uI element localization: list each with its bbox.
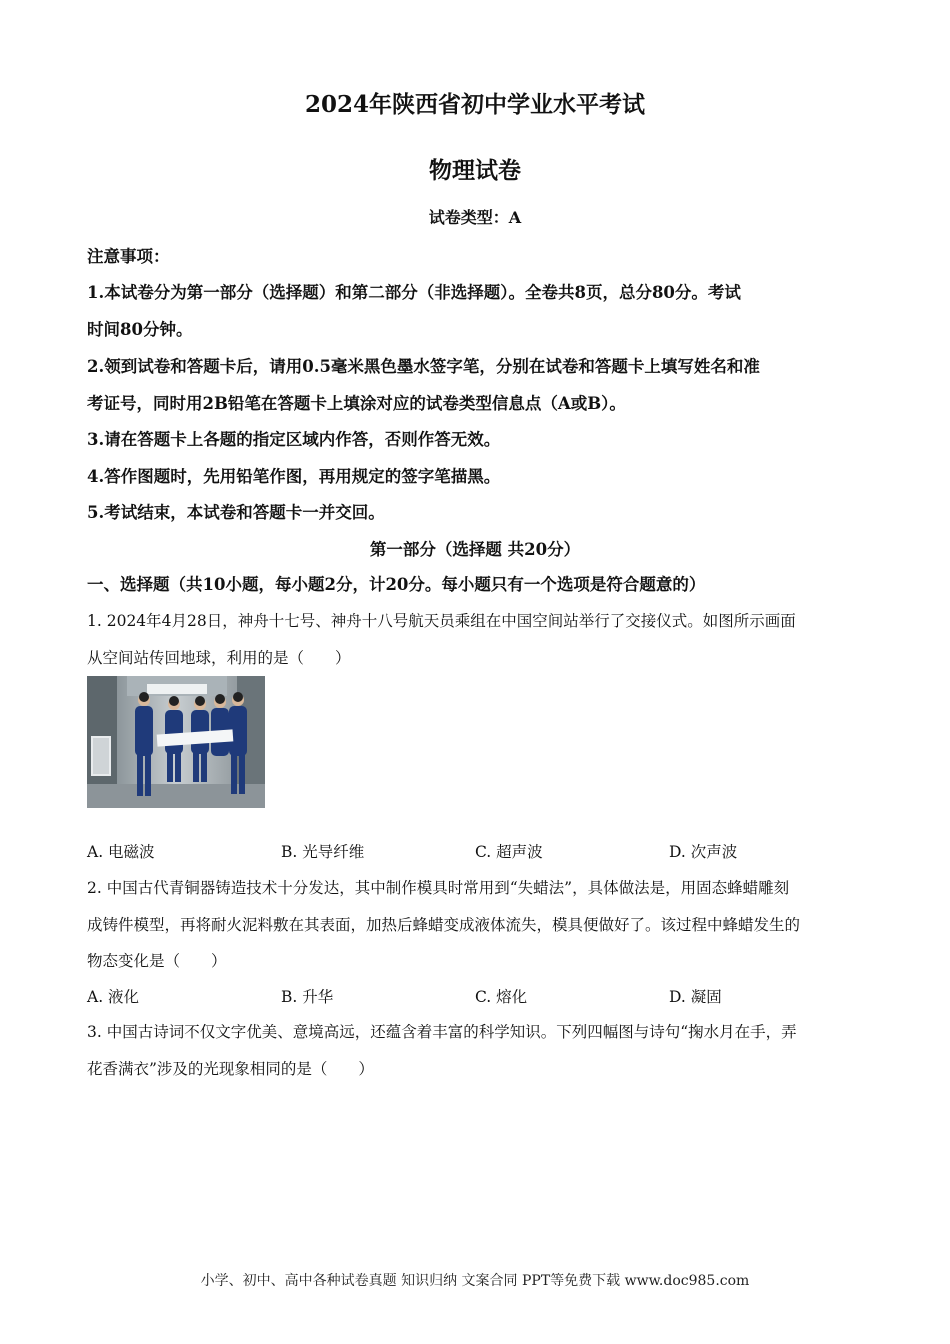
space-station-illustration [87, 676, 265, 808]
q1-option-d: D. 次声波 [669, 843, 738, 861]
question-2-line: 成铸件模型，再将耐火泥料敷在其表面，加热后蜂蜡变成液体流失，模具便做好了。该过程中蜂蜡发生的 [87, 916, 801, 934]
question-1-line: 从空间站传回地球，利用的是（ ） [87, 649, 351, 667]
space-station-photo [87, 676, 265, 808]
q1-option-b: B. 光导纤维 [281, 843, 365, 861]
notice-line: 4.答作图题时，先用铅笔作图，再用规定的签字笔描黑。 [87, 467, 501, 486]
paper-type: 试卷类型：A [428, 208, 522, 227]
notice-heading: 注意事项： [87, 247, 170, 266]
q1-option-a: A. 电磁波 [87, 843, 155, 861]
q2-option-b: B. 升华 [281, 988, 334, 1006]
part-heading: 第一部分（选择题 共20分） [369, 540, 581, 559]
q2-option-c: C. 熔化 [475, 988, 528, 1006]
notice-line: 2.领到试卷和答题卡后，请用0.5毫米黑色墨水签字笔，分别在试卷和答题卡上填写姓名和准 [87, 357, 760, 376]
q2-option-d: D. 凝固 [669, 988, 722, 1006]
q1-option-c: C. 超声波 [475, 843, 543, 861]
question-1-line: 1. 2024年4月28日，神舟十七号、神舟十八号航天员乘组在中国空间站举行了交接仪式。如图所示画面 [87, 612, 796, 630]
question-2-line: 2. 中国古代青铜器铸造技术十分发达，其中制作模具时常用到“失蜡法”，具体做法是，用固态蜂蜡雕刻 [87, 879, 790, 897]
question-3-line: 花香满衣”涉及的光现象相同的是（ ） [87, 1060, 374, 1078]
notice-line: 考证号，同时用2B铅笔在答题卡上填涂对应的试卷类型信息点（A或B）。 [87, 394, 626, 413]
notice-line: 1.本试卷分为第一部分（选择题）和第二部分（非选择题）。全卷共8页，总分80分。考试 [87, 283, 741, 302]
question-2-line: 物态变化是（ ） [87, 952, 227, 970]
question-3-line: 3. 中国古诗词不仅文字优美、意境高远，还蕴含着丰富的科学知识。下列四幅图与诗句“掬水月在手，弄 [87, 1023, 797, 1041]
notice-line: 时间80分钟。 [87, 320, 193, 339]
q2-option-a: A. 液化 [87, 988, 140, 1006]
section-heading: 一、选择题（共10小题，每小题2分，计20分。每小题只有一个选项是符合题意的） [87, 575, 706, 594]
subject-title: 物理试卷 [429, 157, 521, 184]
footer-text: 小学、初中、高中各种试卷真题 知识归纳 文案合同 PPT等免费下载 www.doc985.com [200, 1273, 750, 1289]
exam-title: 2024年陕西省初中学业水平考试 [304, 91, 645, 118]
notice-line: 5.考试结束，本试卷和答题卡一并交回。 [87, 503, 385, 522]
notice-line: 3.请在答题卡上各题的指定区域内作答，否则作答无效。 [87, 430, 501, 449]
